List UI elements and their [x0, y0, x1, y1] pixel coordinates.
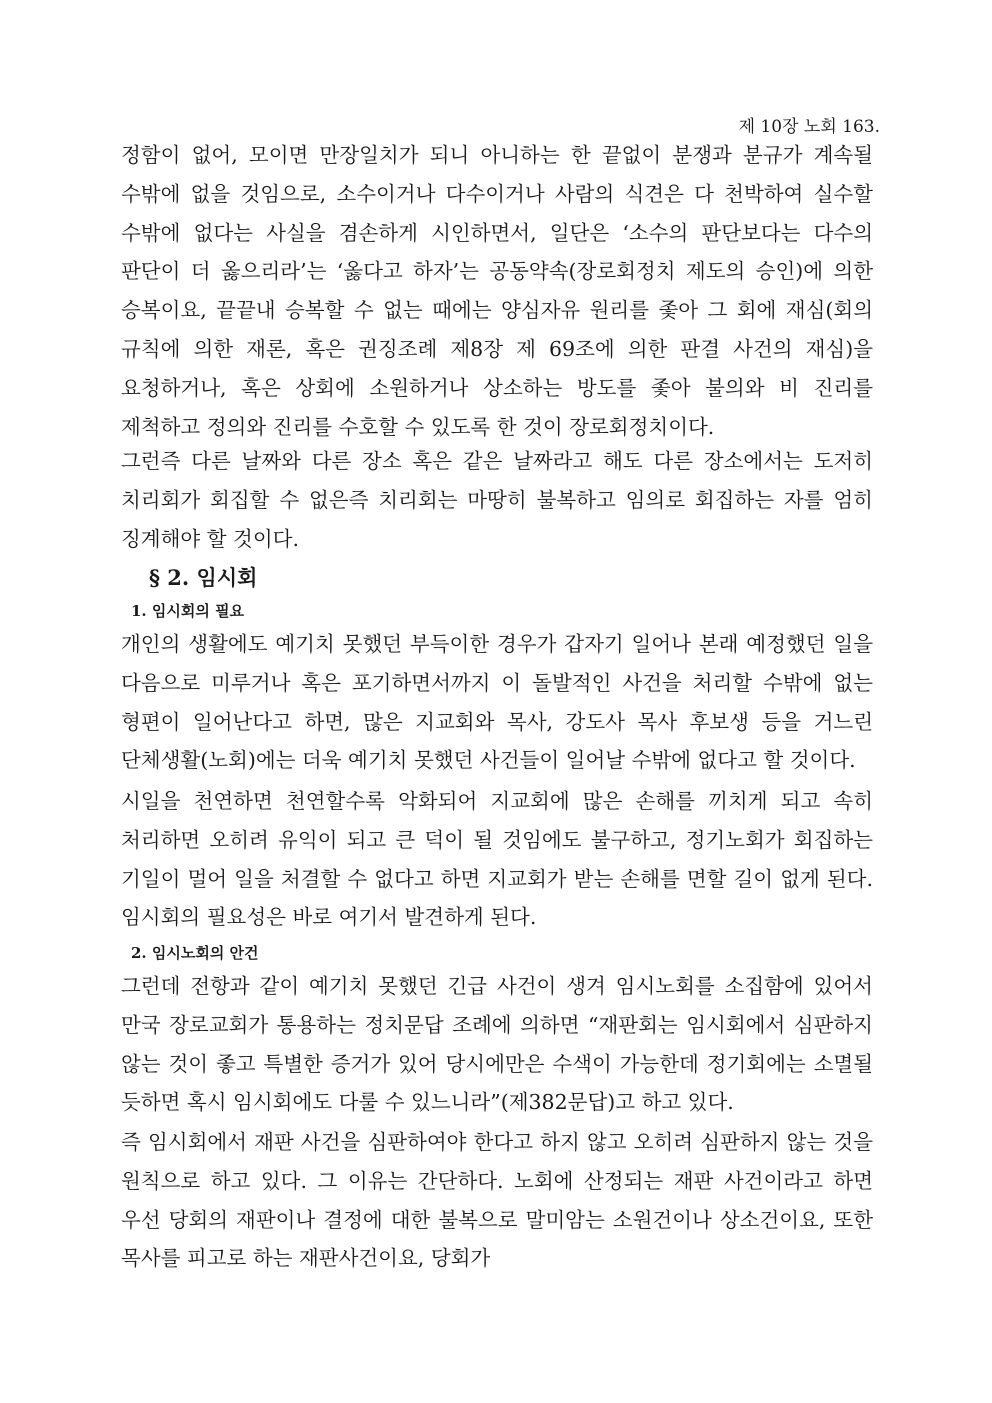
subsection-title: 2. 임시노회의 안건 [131, 944, 259, 962]
paragraph: 그런즉 다른 날짜와 다른 장소 혹은 같은 날짜라고 해도 다른 장소에서는 도저히 치리회가 회집할 수 없은즉 치리회는 마땅히 불복하고 임의로 회집하는 자를 엄히 징계해야 할 것이다. [121, 449, 873, 551]
paragraph: 개인의 생활에도 예기치 못했던 부득이한 경우가 갑자기 일어나 본래 예정했던 일을 다음으로 미루거나 혹은 포기하면서까지 이 돌발적인 사건을 처리할 수밖에 없는 형편이 일어난다고 하면, 많은 지교회와 목사, 강도사 목사 후보생 등을 거느린 단체생활(노회)에는 더욱 예기치 못했던 사건들이 일어날 수밖에 없다고 할 것이다. [121, 632, 873, 773]
paragraph: 시일을 천연하면 천연할수록 악화되어 지교회에 많은 손해를 끼치게 되고 속히 처리하면 오히려 유익이 되고 큰 덕이 될 것임에도 불구하고, 정기노회가 회집하는 기일이 멀어 일을 처결할 수 없다고 하면 지교회가 받는 손해를 면할 길이 없게 된다. 임시회의 필요성은 바로 여기서 발견하게 된다. [121, 789, 873, 930]
subsection-title: 1. 임시회의 필요 [131, 602, 245, 620]
paragraph: 즉 임시회에서 재판 사건을 심판하여야 한다고 하지 않고 오히려 심판하지 않는 것을 원칙으로 하고 있다. 그 이유는 간단하다. 노회에 산정되는 재판 사건이라고 하면 우선 당회의 재판이나 결정에 대한 불복으로 말미암는 소원건이나 상소건이요, 또한 목사를 피고로 하는 재판사건이요, 당회가 [121, 1130, 873, 1271]
paragraph: 그런데 전항과 같이 예기치 못했던 긴급 사건이 생겨 임시노회를 소집함에 있어서 만국 장로교회가 통용하는 정치문답 조례에 의하면 “재판회는 임시회에서 심판하지 않는 것이 좋고 특별한 증거가 있어 당시에만은 수색이 가능한데 정기회에는 소멸될 듯하면 혹시 임시회에도 다룰 수 있느니라”(제382문답)고 하고 있다. [121, 974, 873, 1115]
paragraph: 정함이 없어, 모이면 만장일치가 되니 아니하는 한 끝없이 분쟁과 분규가 계속될 수밖에 없을 것임으로, 소수이거나 다수이거나 사람의 식견은 다 천박하여 실수할 수밖에 없다는 사실을 겸손하게 시인하면서, 일단은 ‘소수의 판단보다는 다수의 판단이 더 옳으리라’는 ‘옳다고 하자’는 공동약속(장로회정치 제도의 승인)에 의한 승복이요, 끝끝내 승복할 수 없는 때에는 양심자유 원리를 좇아 그 회에 재심(회의 규칙에 의한 재론, 혹은 권징조례 제8장 제 69조에 의한 판결 사건의 재심)을 요청하거나, 혹은 상회에 소원하거나 상소하는 방도를 좇아 불의와 비 진리를 제척하고 정의와 진리를 수호할 수 있도록 한 것이 장로회정치이다. [121, 143, 873, 439]
running-header: 제 10장 노회 163. [738, 117, 880, 137]
section-title: § 2. 임시회 [149, 565, 258, 590]
